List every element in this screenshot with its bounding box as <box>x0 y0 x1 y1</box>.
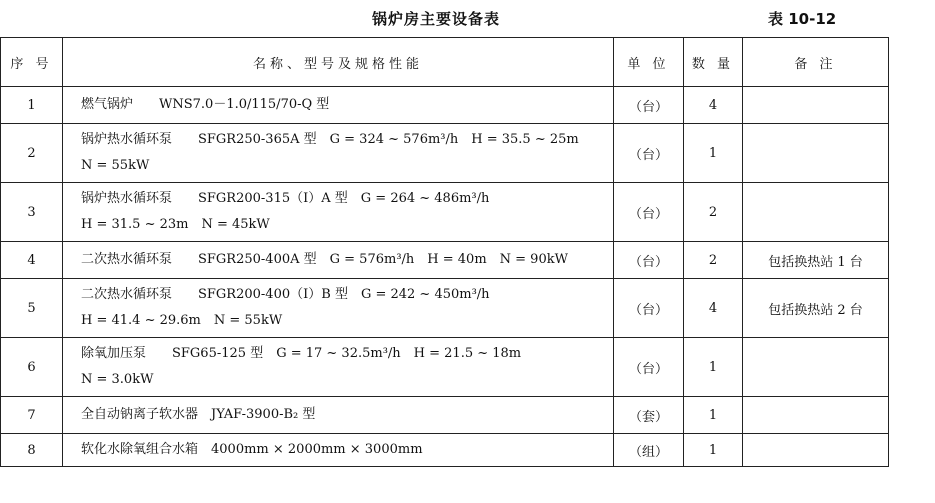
table-row <box>1 87 889 124</box>
row-quantity: 1 <box>684 434 743 467</box>
table-row <box>1 242 889 279</box>
row-note <box>743 338 889 397</box>
row-description <box>63 279 614 338</box>
row-unit: （组） <box>614 434 684 467</box>
description-line: 燃气锅炉 WNS7.0－1.0/115/70-Q 型 <box>81 97 330 112</box>
row-quantity: 1 <box>684 124 743 183</box>
table-caption <box>0 8 935 32</box>
row-unit: （台） <box>614 87 684 124</box>
description-line: 二次热水循环泵 SFGR200-400（I）B 型 G = 242 ~ 450m³/h <box>81 287 490 302</box>
row-unit: （台） <box>614 183 684 242</box>
row-quantity: 2 <box>684 183 743 242</box>
header-row <box>1 38 889 87</box>
header-seq: 序 号 <box>1 38 63 87</box>
table-row <box>1 338 889 397</box>
row-unit: （套） <box>614 397 684 434</box>
description-line: H = 41.4 ~ 29.6m N = 55kW <box>81 313 283 328</box>
description-line: 软化水除氧组合水箱 4000mm × 2000mm × 3000mm <box>81 442 423 457</box>
description-line: N = 55kW <box>81 158 150 173</box>
table-title: 锅炉房主要设备表 <box>372 10 501 28</box>
row-quantity: 4 <box>684 87 743 124</box>
description-line: 除氧加压泵 SFG65-125 型 G = 17 ~ 32.5m³/h H = 21.5 ~ 18m <box>81 346 522 361</box>
table-row <box>1 397 889 434</box>
row-description <box>63 397 614 434</box>
row-note <box>743 434 889 467</box>
row-description <box>63 87 614 124</box>
table-row <box>1 434 889 467</box>
row-quantity: 4 <box>684 279 743 338</box>
row-note <box>743 124 889 183</box>
description-line: N = 3.0kW <box>81 372 154 387</box>
row-description <box>63 124 614 183</box>
description-line: 全自动钠离子软水器 JYAF-3900-B₂ 型 <box>81 407 316 422</box>
row-number: 3 <box>1 183 63 242</box>
description-line: H = 31.5 ~ 23m N = 45kW <box>81 217 270 232</box>
row-note: 包括换热站 1 台 <box>743 242 889 279</box>
description-line: 二次热水循环泵 SFGR250-400A 型 G = 576m³/h H = 40m N = 90kW <box>81 252 568 267</box>
row-number: 5 <box>1 279 63 338</box>
row-unit: （台） <box>614 279 684 338</box>
header-qty: 数 量 <box>684 38 743 87</box>
table-row <box>1 124 889 183</box>
row-description <box>63 242 614 279</box>
row-unit: （台） <box>614 124 684 183</box>
row-number: 8 <box>1 434 63 467</box>
row-quantity: 1 <box>684 338 743 397</box>
row-number: 4 <box>1 242 63 279</box>
table-number: 表 10-12 <box>768 10 837 28</box>
row-quantity: 1 <box>684 397 743 434</box>
row-description <box>63 338 614 397</box>
description-line: 锅炉热水循环泵 SFGR250-365A 型 G = 324 ~ 576m³/h H = 35.5 ~ 25m <box>81 132 579 147</box>
row-number: 7 <box>1 397 63 434</box>
equipment-table <box>0 37 889 467</box>
table-row <box>1 279 889 338</box>
row-number: 1 <box>1 87 63 124</box>
header-unit: 单 位 <box>614 38 684 87</box>
row-number: 6 <box>1 338 63 397</box>
row-quantity: 2 <box>684 242 743 279</box>
row-note <box>743 397 889 434</box>
table-row <box>1 183 889 242</box>
row-note <box>743 183 889 242</box>
row-note <box>743 87 889 124</box>
row-unit: （台） <box>614 242 684 279</box>
header-desc: 名称、型号及规格性能 <box>63 38 614 87</box>
row-number: 2 <box>1 124 63 183</box>
row-note: 包括换热站 2 台 <box>743 279 889 338</box>
row-unit: （台） <box>614 338 684 397</box>
header-note: 备 注 <box>743 38 889 87</box>
description-line: 锅炉热水循环泵 SFGR200-315（I）A 型 G = 264 ~ 486m³/h <box>81 191 490 206</box>
row-description <box>63 434 614 467</box>
row-description <box>63 183 614 242</box>
